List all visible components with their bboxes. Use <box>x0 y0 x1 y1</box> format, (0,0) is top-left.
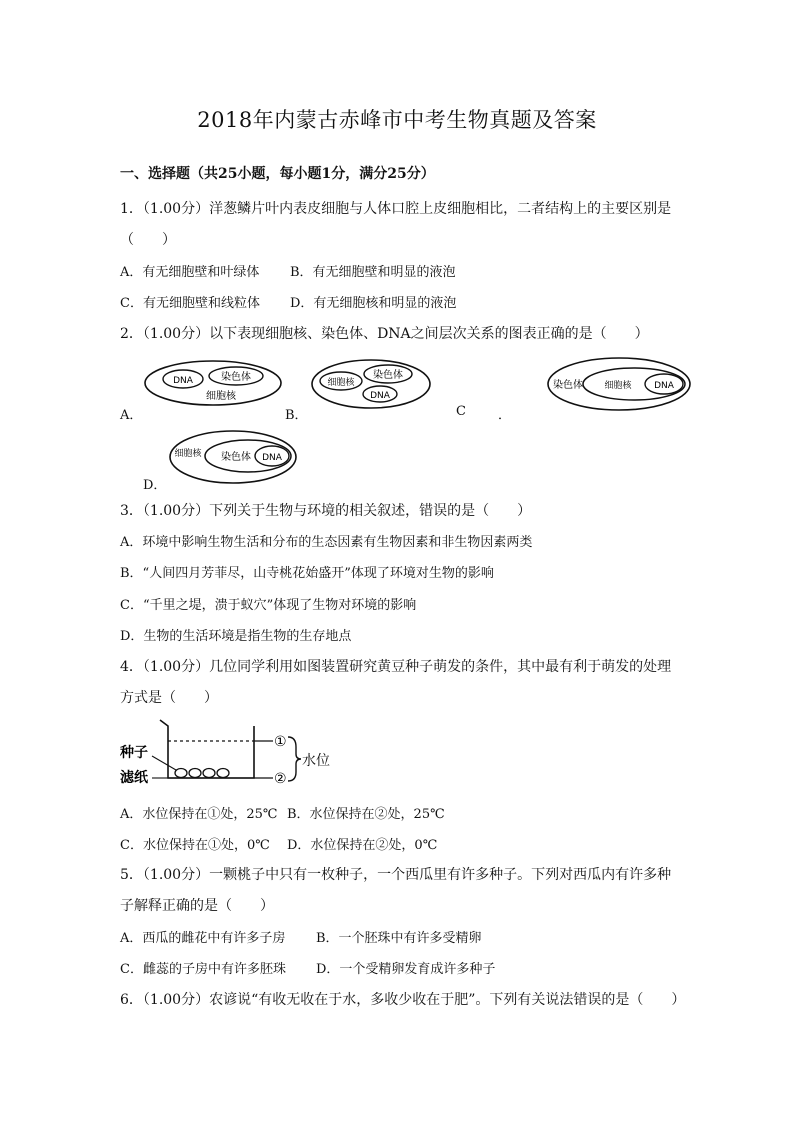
q3-option-b: B．“人间四月芳菲尽，山寺桃花始盛开”体现了环境对生物的影响 <box>120 566 494 581</box>
q4-option-c: C．水位保持在①处，0℃ <box>120 838 270 853</box>
q3-stem: 3．（1.00分）下列关于生物与环境的相关叙述，错误的是（ ） <box>120 503 532 519</box>
q5-option-b: B．一个胚珠中有许多受精卵 <box>316 931 482 946</box>
q4-seed <box>217 769 229 778</box>
section-heading: 一、选择题（共25小题，每小题1分，满分25分） <box>120 166 435 182</box>
q2b-nucleus-label: 细胞核 <box>327 378 355 388</box>
q2b-dna-label: DNA <box>370 391 390 401</box>
q4-seed-pointer <box>152 756 176 770</box>
q2a-dna-label: DNA <box>173 376 193 386</box>
q1-stem-line-2: （ ） <box>120 232 176 248</box>
q5-option-c: C．雌蕊的子房中有许多胚珠 <box>120 962 286 977</box>
q1-option-c: C．有无细胞壁和线粒体 <box>120 296 260 311</box>
q2-diagram-c <box>546 356 692 412</box>
q2-stem: 2．（1.00分）以下表现细胞核、染色体、DNA之间层次关系的图表正确的是（ ） <box>120 326 649 342</box>
q1-option-d: D．有无细胞核和明显的液泡 <box>290 296 457 311</box>
q1-option-a: A．有无细胞壁和叶绿体 <box>120 265 260 280</box>
q4-mark-2: ② <box>274 771 287 787</box>
q4-option-d: D．水位保持在②处，0℃ <box>287 838 438 853</box>
q2-option-b: B． <box>285 408 308 423</box>
q4-seed-label: 种子 <box>120 745 148 761</box>
q4-water-level-label: 水位 <box>302 753 330 769</box>
q2-diagram-d <box>168 429 298 485</box>
q2d-nucleus-label: 细胞核 <box>174 449 202 459</box>
q4-stem-line-2: 方式是（ ） <box>120 690 218 706</box>
q3-option-c: C．“千里之堤，溃于蚁穴”体现了生物对环境的影响 <box>120 598 417 613</box>
q2c-chromosome-label: 染色体 <box>553 380 583 391</box>
q5-stem-line-2: 子解释正确的是（ ） <box>120 898 274 914</box>
q2-diagram-b <box>310 357 432 411</box>
q2d-dna-label: DNA <box>262 453 282 463</box>
q2-option-a: A． <box>120 408 143 423</box>
q4-brace <box>288 737 301 781</box>
q2-diagram-a <box>143 358 283 408</box>
q5-option-a: A．西瓜的雌花中有许多子房 <box>120 931 286 946</box>
q4-option-b: B．水位保持在②处，25℃ <box>287 807 445 822</box>
q4-mark-1: ① <box>274 734 287 750</box>
q4-seed <box>203 769 215 778</box>
q1-option-b: B．有无细胞壁和明显的液泡 <box>290 265 456 280</box>
q2-option-c-dot: ． <box>498 408 512 423</box>
q2c-nucleus-label: 细胞核 <box>604 381 632 391</box>
q2a-nucleus-label: 细胞核 <box>206 391 236 402</box>
q4-stem-line-1: 4．（1.00分）几位同学利用如图装置研究黄豆种子萌发的条件，其中最有利于萌发的处理 <box>120 659 672 675</box>
q4-option-a: A．水位保持在①处，25℃ <box>120 807 278 822</box>
q2b-chromosome-label: 染色体 <box>373 370 403 381</box>
q3-option-a: A．环境中影响生物生活和分布的生态因素有生物因素和非生物因素两类 <box>120 535 533 550</box>
q4-seed <box>189 769 201 778</box>
q2-option-d: D． <box>143 478 167 493</box>
q2a-chromosome-label: 染色体 <box>221 372 251 383</box>
page-title: 2018年内蒙古赤峰市中考生物真题及答案 <box>197 108 597 132</box>
q4-filter-paper-label: 滤纸 <box>120 770 148 786</box>
q6-stem: 6．（1.00分）农谚说“有收无收在于水，多收少收在于肥”。下列有关说法错误的是（ ） <box>120 992 686 1008</box>
q3-option-d: D．生物的生活环境是指生物的生存地点 <box>120 629 352 644</box>
q1-stem-line-1: 1．（1.00分）洋葱鳞片叶内表皮细胞与人体口腔上皮细胞相比，二者结构上的主要区别是 <box>120 201 672 217</box>
q5-option-d: D．一个受精卵发育成许多种子 <box>316 962 496 977</box>
q5-stem-line-1: 5．（1.00分）一颗桃子中只有一枚种子，一个西瓜里有许多种子。下列对西瓜内有许多种 <box>120 867 672 883</box>
q2d-chromosome-label: 染色体 <box>221 452 251 463</box>
q2c-dna-label: DNA <box>654 381 674 391</box>
q2-option-c: C <box>456 404 466 419</box>
q4-seed <box>175 769 187 778</box>
q4-seed-apparatus <box>120 712 310 788</box>
